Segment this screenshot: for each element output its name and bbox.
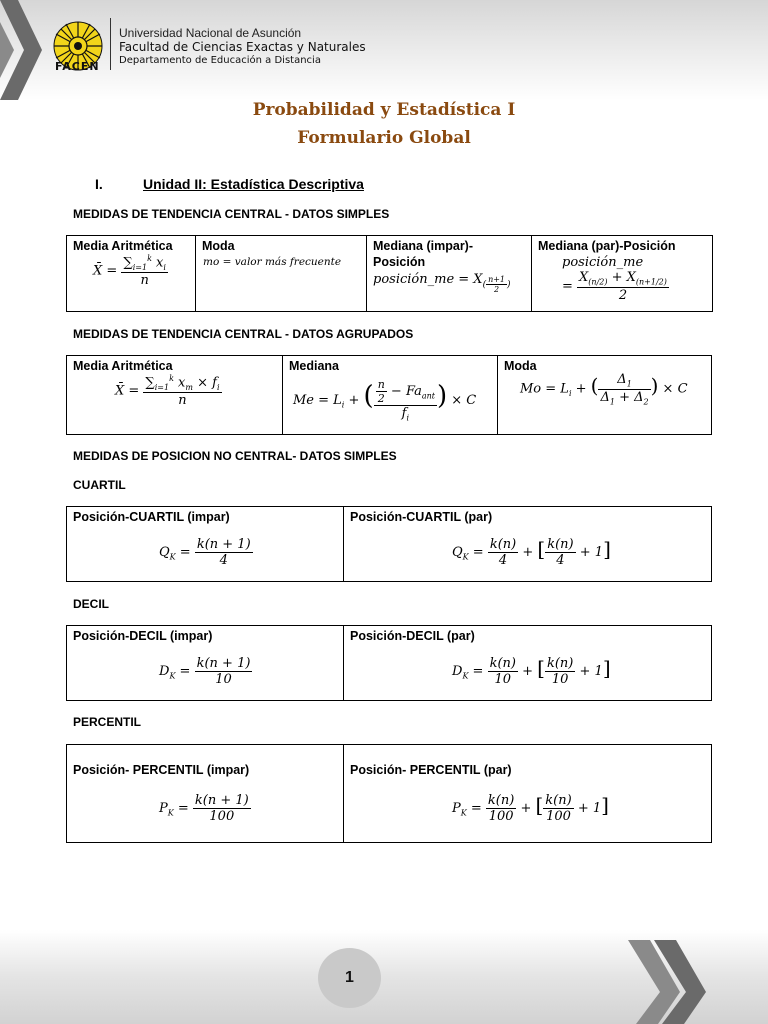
- cell-label: Posición-CUARTIL (impar): [73, 510, 230, 524]
- cell-decil-par: [344, 626, 712, 701]
- formula-media-agrupada: X̄ = $\frac{\sum_{i=1}^k x_m \times f_i}{n}$: [115, 374, 220, 408]
- table-percentil: [66, 744, 712, 843]
- table-decil: [66, 625, 712, 701]
- chevron-decoration-icon: [628, 930, 768, 1024]
- cell-moda-simple: [196, 236, 367, 312]
- chevron-decoration-icon: [0, 0, 60, 100]
- page-title: Probabilidad y Estadística I: [252, 100, 516, 120]
- formula-moda-agrupada: $Mo = L_i$ + ( $\frac{\Delta_1}{\Delta_1 + \Delta_2}$ ) × C: [520, 372, 688, 407]
- formula-cuartil-par: $Q_K$ = $\frac{k(n)}{4}$ + [ $\frac{k(n)}{4}$ + 1]: [452, 537, 611, 568]
- formula-decil-par: $D_K$ = $\frac{k(n)}{10}$ + [ $\frac{k(n)}{10}$ + 1]: [452, 656, 611, 687]
- formula-moda-simple: mo = valor más frecuente: [203, 256, 342, 268]
- institution-block: [119, 26, 366, 68]
- formula-mediana-impar: posición_me = $X_{( \frac{n+1}{2} )}$: [373, 272, 511, 294]
- section-heading-no-central: MEDIDAS DE POSICION NO CENTRAL- DATOS SIMPLES: [73, 449, 397, 463]
- cell-label: Mediana: [289, 359, 340, 373]
- cell-label: Posición-CUARTIL (par): [350, 510, 493, 524]
- section-heading-decil: DECIL: [73, 597, 109, 611]
- cell-percentil-par: [344, 745, 712, 843]
- cell-label: Posición- PERCENTIL (par): [350, 763, 512, 777]
- formula-decil-impar: $D_K$ = $\frac{k(n + 1)}{10}$: [159, 656, 251, 687]
- cell-mediana-agrupada: [283, 356, 498, 435]
- section-heading-simples: MEDIDAS DE TENDENCIA CENTRAL - DATOS SIMPLES: [73, 207, 390, 221]
- cell-cuartil-par: [344, 507, 712, 582]
- formula-media-simple: X̄ = $\frac{\sum_{i=1}^k x_i}{n}$: [93, 254, 166, 288]
- formula-percentil-par: $P_K$ = $\frac{k(n)}{100}$ + [ $\frac{k(n)}{100}$ + 1]: [452, 793, 609, 824]
- cell-moda-agrupada: [498, 356, 712, 435]
- cell-label: Posición-DECIL (impar): [73, 629, 213, 643]
- cell-decil-impar: [67, 626, 344, 701]
- cell-label: Moda: [504, 359, 537, 373]
- faculty-name: Facultad de Ciencias Exactas y Naturales: [119, 40, 366, 54]
- cell-label: Media Aritmética: [73, 239, 173, 253]
- logo-text: FACEN: [55, 60, 100, 73]
- cell-mediana-par: [532, 236, 713, 312]
- section-heading-percentil: PERCENTIL: [73, 715, 142, 729]
- section-heading-cuartil: CUARTIL: [73, 478, 126, 492]
- section-heading-agrupados: MEDIDAS DE TENDENCIA CENTRAL - DATOS AGRUPADOS: [73, 327, 414, 341]
- table-simples: [66, 235, 713, 312]
- page-subtitle: Formulario Global: [297, 128, 471, 148]
- page-number: 1: [318, 948, 381, 1008]
- formula-cuartil-impar: $Q_K$ = $\frac{k(n + 1)}{4}$: [159, 537, 251, 568]
- formula-mediana-par: = $\frac{X_{(n/2)} + X_{(n+1/2)}}{2}$: [562, 270, 667, 303]
- cell-label: Posición-DECIL (par): [350, 629, 475, 643]
- cell-media-agrupada: [67, 356, 283, 435]
- cell-label: Posición- PERCENTIL (impar): [73, 763, 250, 777]
- cell-label: Mediana (par)-Posición: [538, 239, 676, 253]
- page-header: [0, 0, 768, 100]
- cell-mediana-impar: [367, 236, 532, 312]
- department-name: Departamento de Educación a Distancia: [119, 55, 321, 66]
- table-cuartil: [66, 506, 712, 582]
- cell-label: Media Aritmética: [73, 359, 173, 373]
- table-agrupados: [66, 355, 712, 435]
- formula-percentil-impar: $P_K$ = $\frac{k(n + 1)}{100}$: [159, 793, 249, 824]
- cell-percentil-impar: [67, 745, 344, 843]
- cell-label: Mediana (impar)- Posición: [373, 239, 474, 269]
- university-name: Universidad Nacional de Asunción: [119, 26, 302, 40]
- cell-label: Moda: [202, 239, 235, 253]
- formula-mediana-agrupada: $Me = L_i$ + ( $\frac{n}{2}$ − $Fa_{ant}$ $f_i$ ) × C: [293, 378, 477, 423]
- header-divider: [110, 18, 111, 70]
- formula-pos-me: posición_me: [562, 255, 644, 270]
- unit-number: I.: [95, 176, 103, 192]
- cell-media-simple: [67, 236, 196, 312]
- unit-title: Unidad II: Estadística Descriptiva: [143, 176, 364, 192]
- cell-cuartil-impar: [67, 507, 344, 582]
